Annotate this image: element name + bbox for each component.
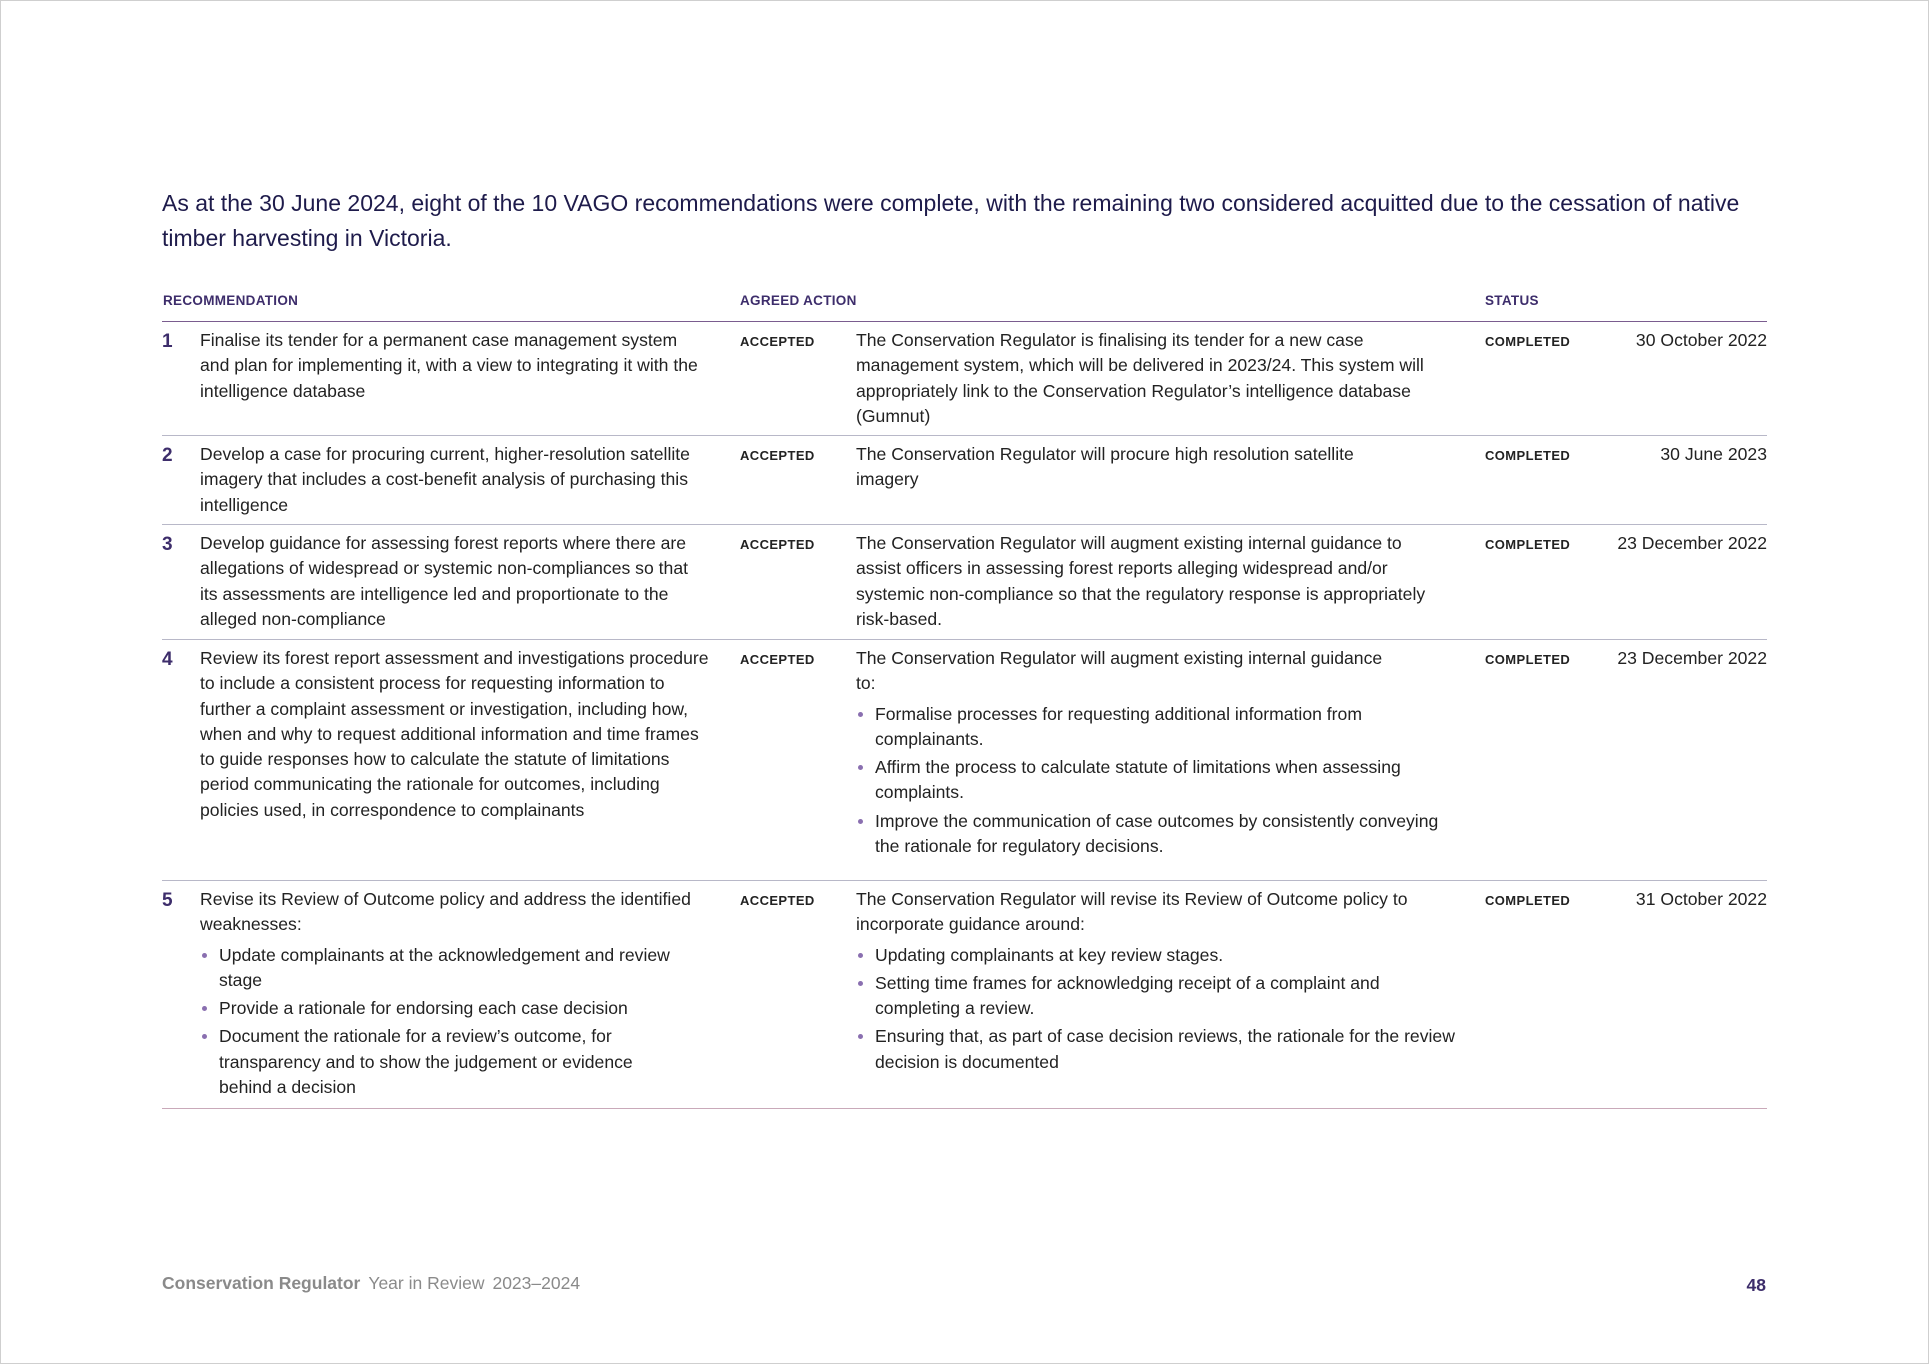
table-row	[162, 881, 1767, 1109]
list-item	[856, 943, 1456, 968]
list-item	[856, 971, 1456, 1022]
list-item	[856, 702, 1456, 753]
list-item-text: Updating complainants at key review stages.	[875, 944, 1224, 965]
list-item	[200, 996, 710, 1021]
agreed-action-bullets	[856, 702, 1456, 860]
table-row	[162, 322, 1767, 436]
header-agreed-action: AGREED ACTION	[740, 293, 857, 308]
row-number: 2	[162, 445, 173, 466]
agreed-action-bullets	[856, 943, 1456, 1075]
footer-years: 2023–2024	[492, 1273, 581, 1293]
recommendation-cell	[200, 887, 710, 1103]
table-row	[162, 525, 1767, 640]
accepted-label: ACCEPTED	[740, 652, 815, 667]
bullet-dot	[202, 953, 207, 958]
list-item-text: Setting time frames for acknowledging receipt of a complaint and completing a review.	[875, 972, 1380, 1019]
agreed-action-text: The Conservation Regulator will procure high resolution satellite imagery	[856, 444, 1354, 490]
recommendation-text: Finalise its tender for a permanent case management system and plan for implementing it, with a view to integrating it with the intelligence database	[200, 330, 698, 401]
recommendations-table	[162, 291, 1767, 1109]
row-number: 3	[162, 534, 173, 555]
completion-date: 30 June 2023	[1660, 444, 1767, 464]
list-item	[856, 809, 1456, 860]
bullet-dot	[202, 1034, 207, 1039]
recommendation-text: Develop guidance for assessing forest reports where there are allegations of widespread or systemic non-compliances so that its assessments are intelligence led and proportionate to the alleged non-compliance	[200, 533, 688, 629]
agreed-action-cell	[856, 887, 1456, 1078]
accepted-label: ACCEPTED	[740, 334, 815, 349]
agreed-action-text: The Conservation Regulator will revise its Review of Outcome policy to incorporate guidance around:	[856, 889, 1408, 935]
list-item-text: Update complainants at the acknowledgement and review stage	[219, 944, 670, 990]
list-item-text: Affirm the process to calculate statute of limitations when assessing complaints.	[875, 757, 1401, 803]
list-item-text: Formalise processes for requesting additional information from complainants.	[875, 703, 1362, 749]
status-badge: COMPLETED	[1485, 334, 1571, 349]
list-item-text: Provide a rationale for endorsing each case decision	[219, 998, 628, 1019]
list-item-text: Document the rationale for a review’s outcome, for transparency and to show the judgement or evidence behind a decision	[219, 1026, 633, 1098]
completion-date: 23 December 2022	[1617, 648, 1767, 668]
agreed-action-text: The Conservation Regulator is finalising its tender for a new case management system, which will be delivered in 2023/24. This system will appropriately link to the Conservation Regulator’s intelligence database (Gumnut)	[856, 330, 1424, 426]
recommendation-text: Revise its Review of Outcome policy and address the identified weaknesses:	[200, 889, 691, 935]
agreed-action-text: The Conservation Regulator will augment existing internal guidance to:	[856, 648, 1383, 694]
list-item	[856, 1024, 1456, 1075]
status-badge: COMPLETED	[1485, 537, 1571, 552]
header-status: STATUS	[1485, 293, 1539, 308]
list-item	[856, 755, 1456, 806]
bullet-dot	[858, 981, 863, 986]
list-item-text: Ensuring that, as part of case decision reviews, the rationale for the review decision is documented	[875, 1026, 1455, 1072]
page-number: 48	[1746, 1275, 1766, 1295]
bullet-dot	[858, 953, 863, 958]
completion-date: 30 October 2022	[1635, 330, 1767, 350]
agreed-action-cell	[856, 646, 1456, 862]
agreed-action-text: The Conservation Regulator will augment existing internal guidance to assist officers in assessing forest reports alleging widespread and/or systemic non-compliance so that the regulatory response is appropriately risk-based.	[856, 533, 1426, 629]
list-item-text: Improve the communication of case outcomes by consistently conveying the rationale for regulatory decisions.	[875, 810, 1439, 857]
accepted-label: ACCEPTED	[740, 893, 815, 908]
bullet-dot	[858, 712, 863, 717]
footer	[162, 1273, 580, 1294]
table-row	[162, 640, 1767, 881]
list-item	[200, 943, 710, 994]
footer-brand: Conservation Regulator	[162, 1273, 361, 1293]
status-badge: COMPLETED	[1485, 652, 1571, 667]
recommendation-text: Review its forest report assessment and investigations procedure to include a consistent process for requesting information to further a complaint assessment or investigation, including how, when and why to request additional information and time frames to guide responses how to calculate the statute of limitations period communicating the rationale for outcomes, including policies used, in correspondence to complainants	[200, 648, 709, 820]
completion-date: 31 October 2022	[1635, 889, 1767, 909]
status-badge: COMPLETED	[1485, 893, 1571, 908]
row-number: 5	[162, 890, 173, 911]
intro-paragraph: As at the 30 June 2024, eight of the 10 VAGO recommendations were complete, with the remaining two considered acquitted due to the cessation of native timber harvesting in Victoria.	[162, 190, 1740, 251]
status-badge: COMPLETED	[1485, 448, 1571, 463]
row-number: 1	[162, 331, 173, 352]
completion-date: 23 December 2022	[1617, 533, 1767, 553]
recommendation-text: Develop a case for procuring current, higher-resolution satellite imagery that includes a cost-benefit analysis of purchasing this intelligence	[200, 444, 690, 515]
footer-subtitle: Year in Review	[368, 1273, 485, 1293]
bullet-dot	[858, 765, 863, 770]
row-number: 4	[162, 649, 173, 670]
recommendation-bullets	[200, 943, 710, 1101]
bullet-dot	[202, 1006, 207, 1011]
table-row	[162, 436, 1767, 525]
accepted-label: ACCEPTED	[740, 537, 815, 552]
bullet-dot	[858, 819, 863, 824]
table-header	[162, 291, 1767, 322]
header-recommendation: RECOMMENDATION	[163, 293, 299, 308]
bullet-dot	[858, 1034, 863, 1039]
list-item	[200, 1024, 710, 1100]
accepted-label: ACCEPTED	[740, 448, 815, 463]
